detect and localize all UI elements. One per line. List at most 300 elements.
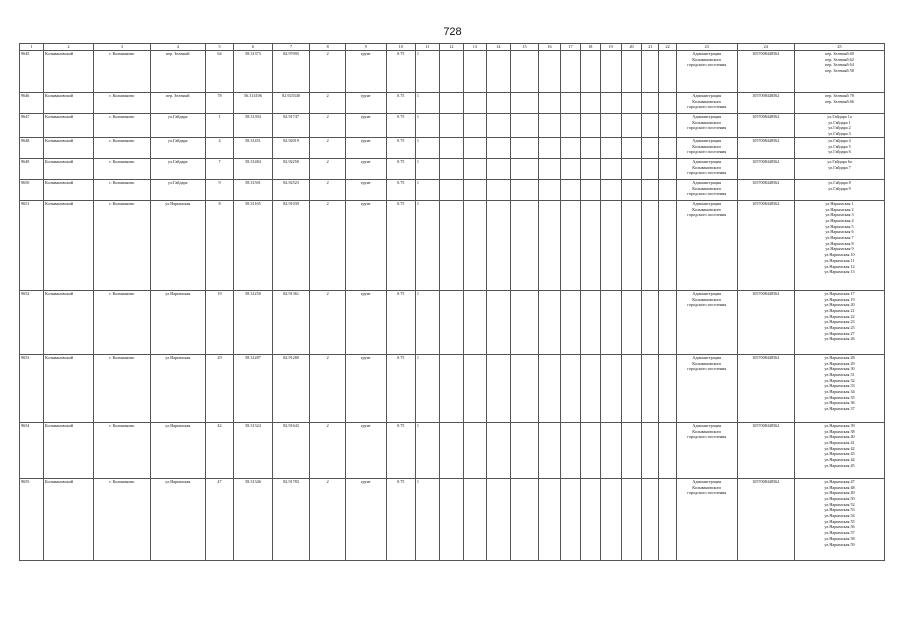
- cell-latitude: 58.31346: [234, 478, 273, 560]
- address-line: ул.Нарымская 11: [824, 257, 855, 263]
- address-line: ул.Нарымская 27: [824, 330, 855, 336]
- cell-empty: [600, 422, 621, 478]
- cell-district: Колывановский: [44, 354, 94, 422]
- address-line: ул.Нарымская 28: [824, 354, 855, 360]
- owner-line: городского поселения: [687, 104, 727, 110]
- column-header: 3: [94, 44, 150, 51]
- address-line: ул.Нарымская 29: [824, 360, 855, 366]
- cell-latitude: 58.31165: [234, 200, 273, 290]
- register-table: [19, 43, 885, 561]
- owner-line: городского поселения: [687, 149, 727, 155]
- cell-owner: [676, 422, 737, 478]
- cell-empty: [621, 290, 642, 354]
- cell-empty: [561, 354, 581, 422]
- cell-house-number: 1: [205, 114, 233, 138]
- owner-line: Администрация: [692, 158, 722, 164]
- column-header: 24: [737, 44, 794, 51]
- cell-street: ул.Нарымская: [150, 354, 205, 422]
- cell-street: ул.Нарымская: [150, 200, 205, 290]
- address-line: ул.Нарымская 23: [824, 319, 855, 325]
- cell-empty: [561, 478, 581, 560]
- cell-longitude: 82.91783: [272, 478, 310, 560]
- cell-owner: [676, 137, 737, 158]
- cell-empty: [539, 200, 561, 290]
- address-line: ул.Нарымская 12: [824, 263, 855, 269]
- cell-col11: 1: [415, 137, 439, 158]
- address-line: ул.Нарымская 48: [824, 484, 855, 490]
- cell-house-number: 78: [205, 93, 233, 114]
- cell-latitude: 58.31373: [234, 51, 273, 93]
- cell-addresses: [794, 179, 884, 200]
- cell-empty: [463, 354, 486, 422]
- cell-house-number: 9: [205, 179, 233, 200]
- cell-district: Колывановский: [44, 200, 94, 290]
- cell-street: пер. Зеленый: [150, 93, 205, 114]
- cell-empty: [539, 354, 561, 422]
- cell-empty: [486, 478, 510, 560]
- cell-col11: 1: [415, 114, 439, 138]
- cell-longitude: 82.92523: [272, 179, 310, 200]
- cell-street: ул.Гайдара: [150, 158, 205, 179]
- cell-surface: грунт: [345, 114, 386, 138]
- owner-line: Администрация: [692, 422, 722, 428]
- cell-latitude: 58.31394: [234, 114, 273, 138]
- cell-city: г. Колываново: [94, 51, 150, 93]
- cell-empty: [463, 114, 486, 138]
- cell-empty: [600, 137, 621, 158]
- address-line: ул.Нарымская 55: [824, 518, 855, 524]
- cell-surface: грунт: [345, 478, 386, 560]
- address-line: ул.Нарымская 53: [824, 507, 855, 513]
- cell-district: Колывановский: [44, 51, 94, 93]
- cell-surface: грунт: [345, 158, 386, 179]
- address-line: пер. Зеленый 62: [825, 56, 854, 62]
- address-line: ул.Гайдара 2: [828, 125, 851, 131]
- cell-city: г. Колываново: [94, 290, 150, 354]
- cell-owner: [676, 158, 737, 179]
- cell-col11: 1: [415, 478, 439, 560]
- cell-district: Колывановский: [44, 93, 94, 114]
- cell-empty: [463, 200, 486, 290]
- cell-empty: [580, 93, 600, 114]
- cell-empty: [463, 478, 486, 560]
- cell-empty: [463, 422, 486, 478]
- cell-longitude: 82.925340: [272, 93, 310, 114]
- cell-col8: 2: [310, 114, 346, 138]
- cell-longitude: 82.92250: [272, 158, 310, 179]
- cell-area: 0.75: [386, 290, 415, 354]
- address-line: ул.Гайдара 6а: [827, 158, 852, 164]
- cell-longitude: 82.91643: [272, 422, 310, 478]
- cell-surface: грунт: [345, 200, 386, 290]
- cell-col8: 2: [310, 354, 346, 422]
- address-line: ул.Нарымская 43: [824, 451, 855, 457]
- table-row: [20, 179, 885, 200]
- cell-empty: [659, 179, 677, 200]
- owner-line: Администрация: [692, 290, 722, 296]
- cell-empty: [510, 290, 538, 354]
- cell-area: 0.75: [386, 51, 415, 93]
- table-row: [20, 51, 885, 93]
- column-header: 9: [345, 44, 386, 51]
- cell-col8: 2: [310, 422, 346, 478]
- cell-empty: [580, 290, 600, 354]
- address-line: ул.Нарымская 59: [824, 541, 855, 547]
- cell-empty: [439, 354, 463, 422]
- owner-line: Администрация: [692, 179, 722, 185]
- cell-addresses: [794, 290, 884, 354]
- address-line: ул.Гайдара 1а: [827, 114, 852, 119]
- cell-empty: [642, 200, 659, 290]
- cell-col11: 1: [415, 354, 439, 422]
- cell-owner: [676, 179, 737, 200]
- cell-empty: [510, 478, 538, 560]
- cell-empty: [539, 137, 561, 158]
- cell-empty: [561, 114, 581, 138]
- cell-empty: [621, 354, 642, 422]
- address-line: пер. Зеленый 60: [825, 51, 854, 56]
- cell-longitude: 82.97095: [272, 51, 310, 93]
- address-line: ул.Нарымская 39: [824, 422, 855, 428]
- table-row: [20, 137, 885, 158]
- cell-empty: [439, 114, 463, 138]
- cell-longitude: 82.91361: [272, 290, 310, 354]
- cell-empty: [510, 114, 538, 138]
- cell-empty: [510, 200, 538, 290]
- cell-empty: [463, 158, 486, 179]
- cell-empty: [621, 137, 642, 158]
- column-header: 12: [439, 44, 463, 51]
- owner-line: Администрация: [692, 200, 722, 206]
- address-line: ул.Нарымская 42: [824, 445, 855, 451]
- cell-empty: [539, 114, 561, 138]
- cell-latitude: 56.314106: [234, 93, 273, 114]
- cell-latitude: 58.31451: [234, 137, 273, 158]
- owner-line: Колывановского: [692, 164, 722, 170]
- table-row: [20, 158, 885, 179]
- address-line: ул.Нарымская 20: [824, 302, 855, 308]
- address-line: ул.Нарымская 5: [825, 223, 854, 229]
- cell-empty: [642, 51, 659, 93]
- address-line: ул.Нарымская 13: [824, 269, 855, 275]
- cell-empty: [659, 200, 677, 290]
- address-line: ул.Гайдара 6: [828, 149, 851, 155]
- cell-house-number: 8: [205, 200, 233, 290]
- cell-empty: [486, 114, 510, 138]
- cell-addresses: [794, 93, 884, 114]
- cell-empty: [510, 179, 538, 200]
- cell-empty: [561, 51, 581, 93]
- cell-ogrn: 1057008448562: [737, 354, 794, 422]
- address-line: ул.Нарымская 6: [825, 229, 854, 235]
- cell-empty: [439, 422, 463, 478]
- cell-empty: [659, 114, 677, 138]
- owner-line: городского поселения: [687, 212, 727, 218]
- cell-empty: [486, 422, 510, 478]
- cell-empty: [580, 200, 600, 290]
- address-line: ул.Нарымская 44: [824, 457, 855, 463]
- cell-street: ул.Нарымская: [150, 290, 205, 354]
- cell-col8: 2: [310, 179, 346, 200]
- cell-empty: [539, 158, 561, 179]
- cell-empty: [486, 179, 510, 200]
- cell-empty: [621, 478, 642, 560]
- cell-city: г. Колываново: [94, 200, 150, 290]
- cell-empty: [463, 137, 486, 158]
- cell-col8: 2: [310, 51, 346, 93]
- cell-owner: [676, 51, 737, 93]
- column-header: 21: [642, 44, 659, 51]
- cell-empty: [600, 51, 621, 93]
- cell-empty: [561, 158, 581, 179]
- cell-area: 0.75: [386, 422, 415, 478]
- cell-id: 9655: [20, 478, 44, 560]
- cell-addresses: [794, 422, 884, 478]
- address-line: ул.Нарымская 2: [825, 206, 854, 212]
- cell-empty: [439, 158, 463, 179]
- cell-empty: [539, 179, 561, 200]
- cell-empty: [580, 354, 600, 422]
- table-row: [20, 478, 885, 560]
- cell-empty: [561, 93, 581, 114]
- owner-line: городского поселения: [687, 434, 727, 440]
- cell-area: 0.75: [386, 93, 415, 114]
- cell-house-number: 19: [205, 290, 233, 354]
- cell-empty: [439, 137, 463, 158]
- cell-col11: 1: [415, 290, 439, 354]
- owner-line: городского поселения: [687, 170, 727, 176]
- table-row: [20, 290, 885, 354]
- column-header: 2: [44, 44, 94, 51]
- cell-street: ул.Нарымская: [150, 422, 205, 478]
- column-header: 16: [539, 44, 561, 51]
- cell-empty: [600, 93, 621, 114]
- address-line: ул.Нарымская 40: [824, 434, 855, 440]
- address-line: ул.Нарымская 3: [825, 212, 854, 218]
- cell-owner: [676, 478, 737, 560]
- cell-city: г. Колываново: [94, 158, 150, 179]
- cell-empty: [600, 290, 621, 354]
- address-line: ул.Нарымская 25: [824, 325, 855, 331]
- owner-line: Колывановского: [692, 428, 722, 434]
- cell-empty: [561, 137, 581, 158]
- address-line: пер. Зеленый 58: [825, 68, 854, 74]
- cell-empty: [561, 290, 581, 354]
- cell-empty: [659, 478, 677, 560]
- cell-empty: [539, 51, 561, 93]
- cell-district: Колывановский: [44, 290, 94, 354]
- cell-area: 0.75: [386, 478, 415, 560]
- cell-empty: [580, 114, 600, 138]
- cell-ogrn: 1057008448562: [737, 51, 794, 93]
- page-number: 728: [443, 26, 462, 38]
- cell-owner: [676, 354, 737, 422]
- column-header: 17: [561, 44, 581, 51]
- address-line: ул.Нарымская 19: [824, 296, 855, 302]
- address-line: ул.Нарымская 49: [824, 490, 855, 496]
- cell-area: 0.75: [386, 137, 415, 158]
- cell-surface: грунт: [345, 93, 386, 114]
- address-line: пер. Зеленый 64: [825, 62, 854, 68]
- owner-line: Колывановского: [692, 360, 722, 366]
- cell-ogrn: 1057008448562: [737, 114, 794, 138]
- cell-owner: [676, 290, 737, 354]
- address-line: ул.Нарымская 45: [824, 462, 855, 468]
- column-header: 7: [272, 44, 310, 51]
- address-line: ул.Нарымская 26: [824, 336, 855, 342]
- cell-empty: [486, 200, 510, 290]
- cell-empty: [600, 179, 621, 200]
- cell-col8: 2: [310, 200, 346, 290]
- table-row: [20, 114, 885, 138]
- cell-empty: [539, 422, 561, 478]
- owner-line: Колывановского: [692, 206, 722, 212]
- address-line: ул.Нарымская 41: [824, 439, 855, 445]
- cell-ogrn: 1057008448562: [737, 179, 794, 200]
- address-line: ул.Гайдара 1: [828, 119, 851, 125]
- cell-city: г. Колываново: [94, 179, 150, 200]
- cell-empty: [580, 478, 600, 560]
- cell-empty: [463, 51, 486, 93]
- cell-empty: [659, 354, 677, 422]
- cell-house-number: 29: [205, 354, 233, 422]
- cell-col11: 1: [415, 93, 439, 114]
- cell-street: ул.Гайдара: [150, 137, 205, 158]
- cell-empty: [439, 93, 463, 114]
- cell-empty: [486, 93, 510, 114]
- cell-ogrn: 1057008448562: [737, 290, 794, 354]
- cell-house-number: 42: [205, 422, 233, 478]
- address-line: ул.Гайдара 8: [828, 179, 851, 185]
- cell-addresses: [794, 51, 884, 93]
- owner-line: Администрация: [692, 354, 722, 360]
- cell-empty: [539, 93, 561, 114]
- cell-city: г. Колываново: [94, 478, 150, 560]
- owner-line: городского поселения: [687, 366, 727, 372]
- cell-longitude: 82.91280: [272, 354, 310, 422]
- address-line: ул.Нарымская 17: [824, 290, 855, 296]
- address-line: ул.Нарымская 7: [825, 235, 854, 241]
- cell-area: 0.75: [386, 200, 415, 290]
- address-line: ул.Нарымская 22: [824, 313, 855, 319]
- cell-col8: 2: [310, 93, 346, 114]
- cell-surface: грунт: [345, 290, 386, 354]
- address-line: ул.Гайдара 5: [828, 143, 851, 149]
- cell-col8: 2: [310, 478, 346, 560]
- cell-empty: [561, 422, 581, 478]
- cell-district: Колывановский: [44, 114, 94, 138]
- cell-surface: грунт: [345, 51, 386, 93]
- cell-empty: [642, 422, 659, 478]
- cell-longitude: 82.91039: [272, 200, 310, 290]
- cell-empty: [539, 290, 561, 354]
- address-line: ул.Гайдара 3: [828, 131, 851, 137]
- cell-district: Колывановский: [44, 422, 94, 478]
- cell-empty: [486, 137, 510, 158]
- cell-addresses: [794, 158, 884, 179]
- cell-empty: [642, 114, 659, 138]
- cell-empty: [621, 200, 642, 290]
- address-line: ул.Нарымская 37: [824, 406, 855, 412]
- cell-ogrn: 1057008448562: [737, 478, 794, 560]
- cell-owner: [676, 200, 737, 290]
- cell-addresses: [794, 137, 884, 158]
- cell-latitude: 58.31484: [234, 158, 273, 179]
- owner-line: городского поселения: [687, 62, 727, 68]
- cell-longitude: 82.92019: [272, 137, 310, 158]
- cell-empty: [621, 51, 642, 93]
- cell-empty: [463, 290, 486, 354]
- cell-house-number: 7: [205, 158, 233, 179]
- address-line: ул.Нарымская 58: [824, 535, 855, 541]
- cell-city: г. Колываново: [94, 422, 150, 478]
- cell-empty: [659, 137, 677, 158]
- cell-col11: 1: [415, 51, 439, 93]
- cell-longitude: 82.91747: [272, 114, 310, 138]
- cell-area: 0.75: [386, 158, 415, 179]
- column-header: 15: [510, 44, 538, 51]
- address-line: пер. Зеленый 78: [825, 93, 854, 98]
- address-line: ул.Нарымская 38: [824, 428, 855, 434]
- cell-col11: 1: [415, 158, 439, 179]
- address-line: ул.Нарымская 31: [824, 371, 855, 377]
- cell-empty: [463, 93, 486, 114]
- cell-empty: [561, 179, 581, 200]
- cell-col8: 2: [310, 158, 346, 179]
- cell-id: 9646: [20, 93, 44, 114]
- owner-line: Администрация: [692, 478, 722, 484]
- column-header: 5: [205, 44, 233, 51]
- cell-empty: [600, 200, 621, 290]
- address-line: ул.Нарымская 52: [824, 501, 855, 507]
- cell-addresses: [794, 478, 884, 560]
- cell-empty: [580, 179, 600, 200]
- owner-line: Администрация: [692, 93, 722, 98]
- table-row: [20, 354, 885, 422]
- column-header: 6: [234, 44, 273, 51]
- cell-district: Колывановский: [44, 478, 94, 560]
- address-line: ул.Нарымская 1: [825, 200, 854, 206]
- cell-empty: [439, 51, 463, 93]
- cell-city: г. Колываново: [94, 114, 150, 138]
- address-line: ул.Нарымская 36: [824, 400, 855, 406]
- column-header: 19: [600, 44, 621, 51]
- cell-empty: [463, 179, 486, 200]
- owner-line: Колывановского: [692, 119, 722, 125]
- address-line: ул.Нарымская 34: [824, 389, 855, 395]
- cell-empty: [486, 158, 510, 179]
- cell-empty: [486, 51, 510, 93]
- owner-line: Колывановского: [692, 56, 722, 62]
- cell-empty: [659, 93, 677, 114]
- address-line: ул.Нарымская 32: [824, 377, 855, 383]
- cell-col11: 1: [415, 200, 439, 290]
- cell-id: 9652: [20, 290, 44, 354]
- column-header: 23: [676, 44, 737, 51]
- cell-street: пер. Зеленый: [150, 51, 205, 93]
- cell-area: 0.75: [386, 179, 415, 200]
- cell-surface: грунт: [345, 354, 386, 422]
- cell-empty: [510, 422, 538, 478]
- cell-empty: [642, 354, 659, 422]
- address-line: ул.Нарымская 33: [824, 383, 855, 389]
- cell-empty: [642, 478, 659, 560]
- cell-addresses: [794, 200, 884, 290]
- owner-line: Колывановского: [692, 185, 722, 191]
- address-line: ул.Нарымская 21: [824, 307, 855, 313]
- cell-surface: грунт: [345, 179, 386, 200]
- cell-surface: грунт: [345, 137, 386, 158]
